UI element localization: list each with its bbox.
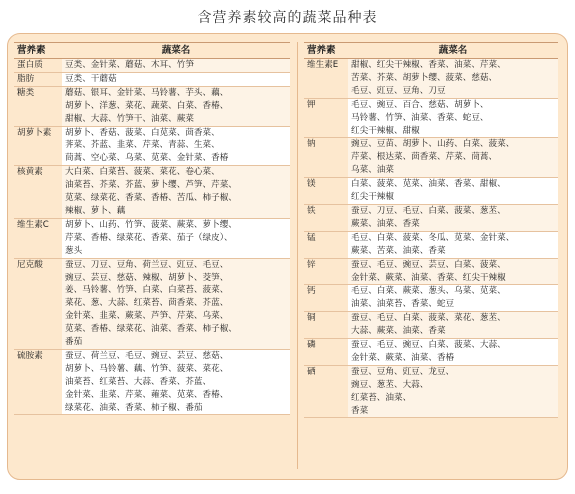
nutrient-cell: 锌 xyxy=(307,259,316,270)
column-divider xyxy=(297,42,298,469)
right-panel xyxy=(304,42,558,418)
nutrient-cell: 蛋白质 xyxy=(17,60,43,70)
vegetable-cell: 蘑菇、银耳、金针菜、马铃薯、芋头、藕、 胡萝卜、洋葱、菜花、蔬菜、白菜、香椿、 甜椒、大蒜、竹笋干、油菜、蕨菜 xyxy=(62,87,290,126)
nutrient-cell: 脂肪 xyxy=(17,73,35,84)
header-vegetable: 蔬菜名 xyxy=(438,45,468,56)
nutrient-cell: 核黄素 xyxy=(17,167,43,178)
header-nutrient: 营养素 xyxy=(307,45,336,56)
vegetable-cell: 胡萝卜、山药、竹笋、菠菜、蕨菜、萝卜缨、 芹菜、香椿、绿菜花、香菜、茄子（绿皮）、 葱头 xyxy=(62,219,290,258)
table-row xyxy=(304,312,558,339)
vegetable-cell: 豆类、干蘑菇 xyxy=(62,73,290,86)
vegetable-cell: 蚕豆、毛豆、豌豆、芸豆、白菜、菠菜、 金针菜、蕨菜、油菜、香菜、红尖干辣椒 xyxy=(348,259,558,285)
vegetable-cell: 甜椒、红尖干辣椒、香菜、油菜、芹菜、 苦菜、芥菜、胡萝卜缨、菠菜、慈菇、 毛豆、豇豆、豆角、刀豆 xyxy=(348,59,558,98)
nutrient-cell: 锰 xyxy=(307,232,316,243)
vegetable-cell: 毛豆、白菜、蕨菜、葱头、乌菜、苋菜、 油菜、油菜苔、香菜、蛇豆 xyxy=(348,285,558,311)
vegetable-cell: 蚕豆、毛豆、白菜、菠菜、菜花、葱苤、 大蒜、蕨菜、油菜、香菜 xyxy=(348,312,558,338)
nutrient-cell: 钠 xyxy=(307,139,316,150)
table-row xyxy=(304,285,558,312)
vegetable-cell: 毛豆、豌豆、百合、慈菇、胡萝卜、 马铃薯、竹笋、油菜、香菜、蛇豆、 红尖干辣椒、甜椒 xyxy=(348,99,558,138)
nutrient-cell: 磷 xyxy=(307,340,316,351)
vegetable-cell: 豌豆、豆苗、胡萝卜、山药、白菜、菠菜、 芹菜、根达菜、茴香菜、芹菜、茼蒿、 乌菜、油菜 xyxy=(348,138,558,177)
table-row xyxy=(14,127,290,167)
table-row xyxy=(304,99,558,139)
vegetable-cell: 毛豆、白菜、菠菜、冬瓜、苋菜、金针菜、 蕨菜、苦菜、油菜、香菜 xyxy=(348,232,558,258)
table-header xyxy=(14,42,290,59)
table-row xyxy=(14,350,290,416)
left-panel xyxy=(14,42,290,415)
table-row xyxy=(304,366,558,419)
right-table-body xyxy=(304,59,558,418)
nutrient-cell: 铁 xyxy=(307,205,316,216)
vegetable-cell: 蚕豆、刀豆、豆角、荷兰豆、豇豆、毛豆、 豌豆、芸豆、慈菇、辣椒、胡萝卜、茭笋、 姜、马铃薯、竹笋、白菜、白菜苔、菠菜、 菜花、葱、大蒜、红菜苔、茴香菜、芥蓝、 金针菜、韭菜、蕨菜、芦笋、芹菜、乌菜、 苋菜、香椿、绿菜花、油菜、香菜、柿子椒、 番茄 xyxy=(62,259,290,349)
vegetable-cell: 蚕豆、豆角、豇豆、龙豆、 豌豆、葱苤、大蒜、 红菜苔、油菜、 香菜 xyxy=(348,366,558,418)
nutrient-cell: 糖类 xyxy=(17,87,35,98)
vegetable-cell: 蚕豆、毛豆、豌豆、白菜、菠菜、大蒜、 金针菜、蕨菜、油菜、香椿 xyxy=(348,339,558,365)
header-vegetable: 蔬菜名 xyxy=(161,45,191,56)
vegetable-cell: 蚕豆、刀豆、毛豆、白菜、菠菜、葱苤、 蕨菜、油菜、香菜 xyxy=(348,205,558,231)
table-row xyxy=(14,73,290,87)
table-row xyxy=(14,87,290,127)
table-row xyxy=(14,59,290,73)
header-nutrient: 营养素 xyxy=(17,45,46,56)
table-row xyxy=(304,178,558,205)
table-row xyxy=(304,205,558,232)
nutrient-cell: 胡萝卜素 xyxy=(17,127,52,138)
table-row xyxy=(304,59,558,99)
vegetable-cell: 豆类、金针菜、蘑菇、木耳、竹笋 xyxy=(62,59,290,72)
table-row xyxy=(304,138,558,178)
vegetable-cell: 胡萝卜、香菇、菠菜、白苋菜、茴香菜、 荠菜、芥蓝、韭菜、芹菜、青蒜、生菜、 茼蒿、空心菜、乌菜、苋菜、金针菜、香椿 xyxy=(62,127,290,166)
vegetable-cell: 蚕豆、荷兰豆、毛豆、豌豆、芸豆、慈菇、 胡萝卜、马铃薯、藕、竹笋、菠菜、菜花、 油菜苔、红菜苔、大蒜、香菜、芥蓝、 金针菜、韭菜、芹菜、蕹菜、苋菜、香椿、 绿菜花、油菜、香菜、柿子椒、番茄 xyxy=(62,350,290,415)
table-row xyxy=(14,259,290,350)
nutrient-cell: 钙 xyxy=(307,286,316,297)
left-table-body xyxy=(14,59,290,415)
nutrient-cell: 硒 xyxy=(307,366,316,377)
table-row xyxy=(304,259,558,286)
nutrient-cell: 维生素E xyxy=(307,60,339,70)
table-header xyxy=(304,42,558,59)
table-row xyxy=(304,232,558,259)
table-row xyxy=(14,219,290,259)
vegetable-cell: 白菜、菠菜、苋菜、油菜、香菜、甜椒、 红尖干辣椒 xyxy=(348,178,558,204)
nutrient-cell: 钾 xyxy=(307,99,316,110)
page-title: 含营养素较高的蔬菜品种表 xyxy=(197,10,378,26)
nutrient-cell: 尼克酸 xyxy=(17,259,43,270)
nutrient-cell: 铜 xyxy=(307,313,316,324)
nutrient-cell: 硫胺素 xyxy=(17,350,43,361)
nutrient-cell: 镁 xyxy=(307,179,316,190)
vegetable-table xyxy=(7,33,568,480)
table-row xyxy=(14,166,290,219)
table-row xyxy=(304,339,558,366)
nutrient-cell: 维生素C xyxy=(17,219,49,230)
vegetable-cell: 大白菜、白菜苔、菠菜、菜花、卷心菜、 油菜苔、芥菜、芥蓝、萝卜缨、芦笋、芹菜、 苋菜、绿菜花、香菜、香椿、苦瓜、柿子椒、 辣椒、萝卜、藕 xyxy=(62,166,290,218)
